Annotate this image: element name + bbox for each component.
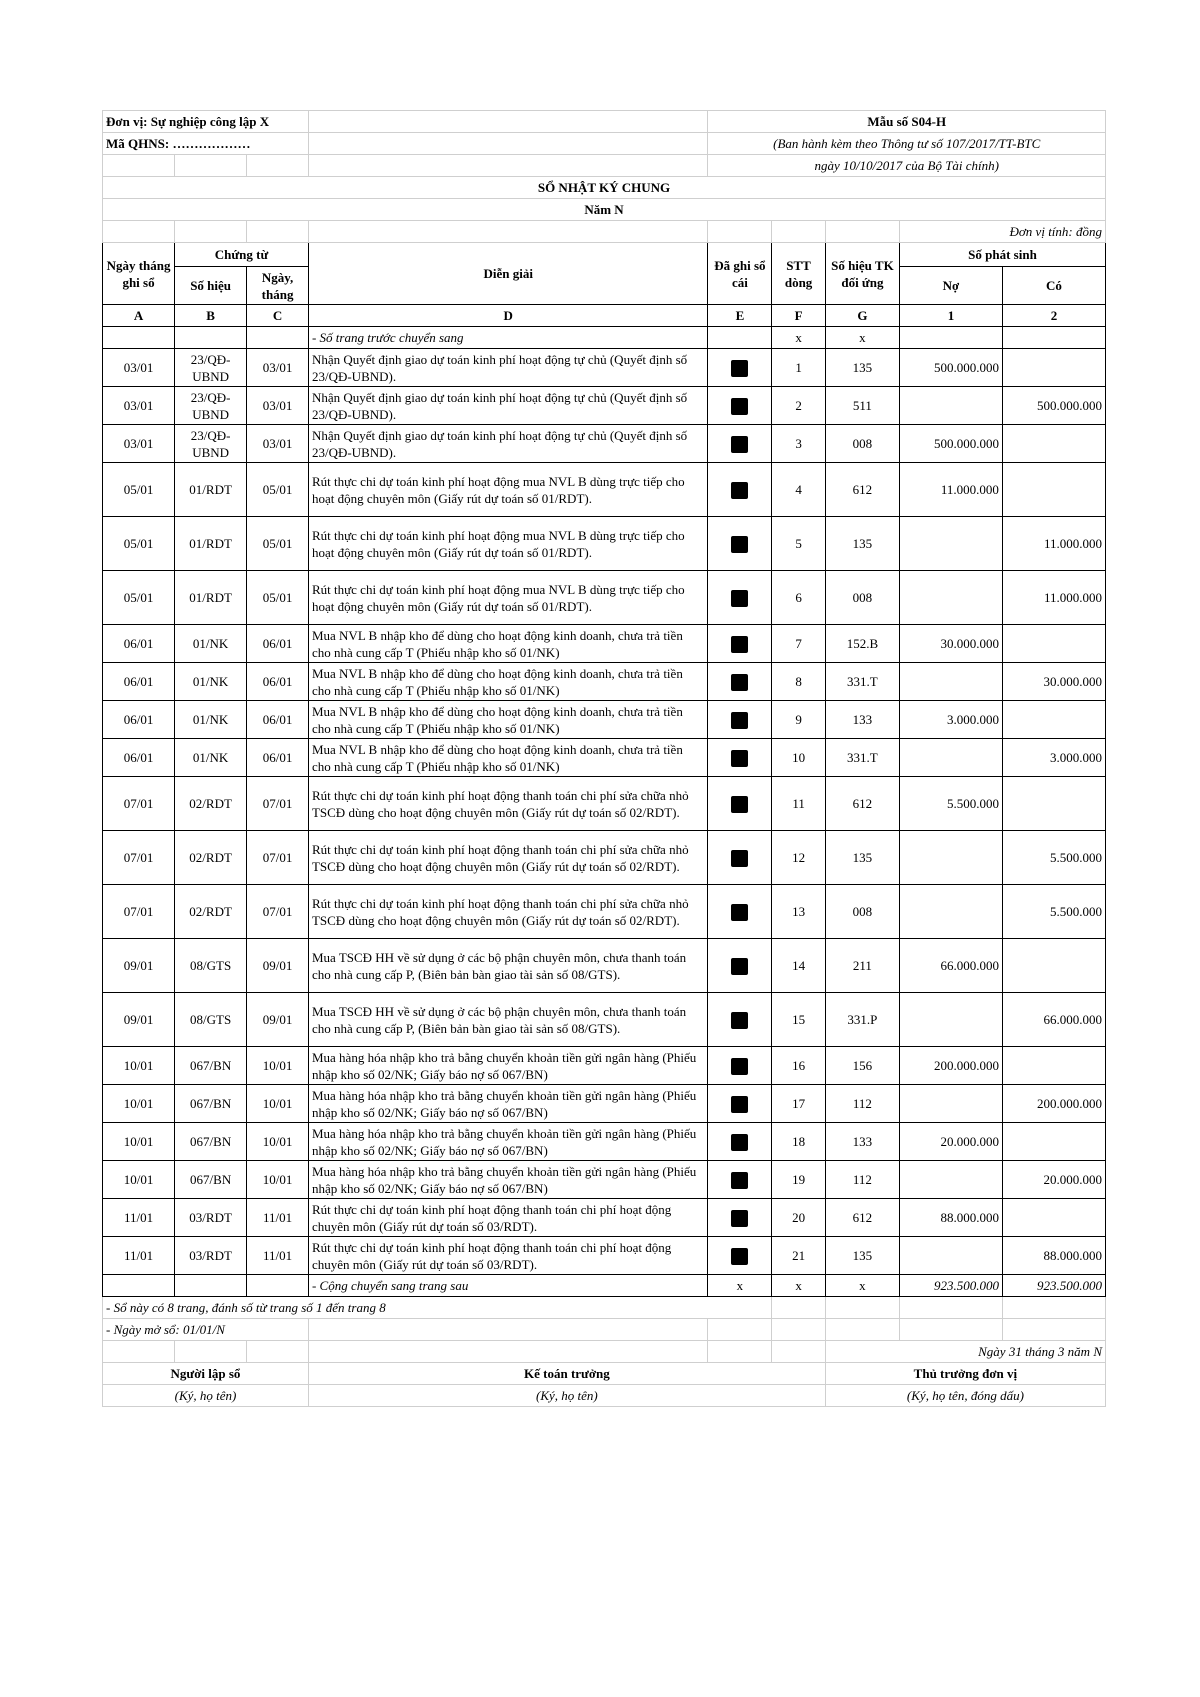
row-posted <box>708 387 772 425</box>
col-voucher-no: Số hiệu <box>175 267 247 305</box>
row-debit <box>899 1085 1002 1123</box>
row-debit: 3.000.000 <box>899 701 1002 739</box>
issued-by-line-2: ngày 10/10/2017 của Bộ Tài chính) <box>708 155 1106 177</box>
column-code: F <box>772 305 826 327</box>
row-date: 05/01 <box>103 517 175 571</box>
posted-checkbox[interactable] <box>731 796 748 813</box>
open-date: - Ngày mở sổ: 01/01/N <box>103 1319 309 1341</box>
row-posted <box>708 1199 772 1237</box>
row-description: Mua hàng hóa nhập kho trả bằng chuyển khoản tiền gửi ngân hàng (Phiếu nhập kho số 02/NK; Giấy báo nợ số 067/BN) <box>308 1161 708 1199</box>
row-voucher-date: 06/01 <box>247 739 309 777</box>
row-voucher-date: 05/01 <box>247 517 309 571</box>
table-row <box>103 939 1106 993</box>
table-row <box>103 425 1106 463</box>
row-debit <box>899 1237 1002 1275</box>
row-description: Rút thực chi dự toán kinh phí hoạt động mua NVL B dùng trực tiếp cho hoạt động chuyên môn (Giấy rút dự toán số 01/RDT). <box>308 463 708 517</box>
carry-out-credit: 923.500.000 <box>1002 1275 1105 1297</box>
currency-unit: Đơn vị tính: đồng <box>899 221 1105 243</box>
row-account: 511 <box>825 387 899 425</box>
row-debit: 30.000.000 <box>899 625 1002 663</box>
carry-out-f: x <box>772 1275 826 1297</box>
row-description: Mua hàng hóa nhập kho trả bằng chuyển khoản tiền gửi ngân hàng (Phiếu nhập kho số 02/NK; Giấy báo nợ số 067/BN) <box>308 1085 708 1123</box>
row-date: 06/01 <box>103 739 175 777</box>
row-description: Rút thực chi dự toán kinh phí hoạt động mua NVL B dùng trực tiếp cho hoạt động chuyên môn (Giấy rút dự toán số 01/RDT). <box>308 517 708 571</box>
row-voucher-date: 09/01 <box>247 939 309 993</box>
row-debit: 88.000.000 <box>899 1199 1002 1237</box>
row-credit <box>1002 1199 1105 1237</box>
row-voucher-no: 01/NK <box>175 663 247 701</box>
row-voucher-date: 06/01 <box>247 701 309 739</box>
row-account: 112 <box>825 1085 899 1123</box>
row-debit: 66.000.000 <box>899 939 1002 993</box>
row-posted <box>708 349 772 387</box>
table-row <box>103 1237 1106 1275</box>
row-description: Rút thực chi dự toán kinh phí hoạt động thanh toán chi phí sửa chữa nhỏ TSCĐ dùng cho hoạt động chuyên môn (Giấy rút dự toán số 02/RDT). <box>308 885 708 939</box>
posted-checkbox[interactable] <box>731 674 748 691</box>
row-description: Nhận Quyết định giao dự toán kinh phí hoạt động tự chủ (Quyết định số 23/QĐ-UBND). <box>308 387 708 425</box>
row-description: Nhận Quyết định giao dự toán kinh phí hoạt động tự chủ (Quyết định số 23/QĐ-UBND). <box>308 349 708 387</box>
table-row <box>103 739 1106 777</box>
row-account: 612 <box>825 777 899 831</box>
row-debit: 500.000.000 <box>899 425 1002 463</box>
row-description: Mua NVL B nhập kho để dùng cho hoạt động kinh doanh, chưa trả tiền cho nhà cung cấp T (Phiếu nhập kho số 01/NK) <box>308 739 708 777</box>
col-date: Ngày tháng ghi sổ <box>103 243 175 305</box>
row-posted <box>708 701 772 739</box>
posted-checkbox[interactable] <box>731 636 748 653</box>
carry-out-label: - Cộng chuyển sang trang sau <box>308 1275 708 1297</box>
row-description: Mua TSCĐ HH về sử dụng ở các bộ phận chuyên môn, chưa thanh toán cho nhà cung cấp P, (Biên bản bàn giao tài sản số 08/GTS). <box>308 993 708 1047</box>
row-line-no: 14 <box>772 939 826 993</box>
row-date: 06/01 <box>103 701 175 739</box>
row-credit <box>1002 463 1105 517</box>
row-line-no: 2 <box>772 387 826 425</box>
table-row <box>103 463 1106 517</box>
row-voucher-date: 07/01 <box>247 885 309 939</box>
row-posted <box>708 463 772 517</box>
chief-accountant-title: Kế toán trưởng <box>308 1363 825 1385</box>
head-title: Thủ trưởng đơn vị <box>825 1363 1105 1385</box>
row-voucher-no: 01/NK <box>175 701 247 739</box>
row-credit: 11.000.000 <box>1002 571 1105 625</box>
row-description: Nhận Quyết định giao dự toán kinh phí hoạt động tự chủ (Quyết định số 23/QĐ-UBND). <box>308 425 708 463</box>
row-date: 07/01 <box>103 885 175 939</box>
preparer-title: Người lập sổ <box>103 1363 309 1385</box>
table-row <box>103 885 1106 939</box>
posted-checkbox[interactable] <box>731 1210 748 1227</box>
row-voucher-date: 06/01 <box>247 663 309 701</box>
table-row <box>103 663 1106 701</box>
table-row <box>103 777 1106 831</box>
carry-in-label: - Số trang trước chuyển sang <box>308 327 708 349</box>
carry-in-g: x <box>825 327 899 349</box>
row-account: 612 <box>825 463 899 517</box>
row-posted <box>708 625 772 663</box>
row-voucher-no: 03/RDT <box>175 1237 247 1275</box>
row-date: 10/01 <box>103 1047 175 1085</box>
preparer-sign: (Ký, họ tên) <box>103 1385 309 1407</box>
posted-checkbox[interactable] <box>731 904 748 921</box>
pages-note: - Sổ này có 8 trang, đánh số từ trang số 1 đến trang 8 <box>103 1297 772 1319</box>
row-posted <box>708 885 772 939</box>
col-posted: Đã ghi sổ cái <box>708 243 772 305</box>
carry-in-f: x <box>772 327 826 349</box>
row-posted <box>708 777 772 831</box>
row-voucher-date: 11/01 <box>247 1237 309 1275</box>
posted-checkbox[interactable] <box>731 1012 748 1029</box>
row-line-no: 9 <box>772 701 826 739</box>
row-description: Mua hàng hóa nhập kho trả bằng chuyển khoản tiền gửi ngân hàng (Phiếu nhập kho số 02/NK; Giấy báo nợ số 067/BN) <box>308 1047 708 1085</box>
row-debit: 20.000.000 <box>899 1123 1002 1161</box>
row-posted <box>708 831 772 885</box>
row-voucher-no: 01/NK <box>175 739 247 777</box>
row-date: 10/01 <box>103 1161 175 1199</box>
row-date: 03/01 <box>103 349 175 387</box>
row-voucher-no: 02/RDT <box>175 831 247 885</box>
row-voucher-no: 01/RDT <box>175 571 247 625</box>
row-credit <box>1002 1047 1105 1085</box>
row-voucher-no: 08/GTS <box>175 939 247 993</box>
row-account: 135 <box>825 349 899 387</box>
row-date: 09/01 <box>103 993 175 1047</box>
row-voucher-date: 10/01 <box>247 1085 309 1123</box>
row-posted <box>708 739 772 777</box>
row-date: 03/01 <box>103 425 175 463</box>
posted-checkbox[interactable] <box>731 436 748 453</box>
row-date: 05/01 <box>103 571 175 625</box>
posted-checkbox[interactable] <box>731 1096 748 1113</box>
row-line-no: 10 <box>772 739 826 777</box>
table-row <box>103 1085 1106 1123</box>
table-row <box>103 1199 1106 1237</box>
row-account: 008 <box>825 885 899 939</box>
journal-sheet <box>102 110 1106 1407</box>
row-voucher-date: 03/01 <box>247 425 309 463</box>
row-line-no: 6 <box>772 571 826 625</box>
row-debit <box>899 739 1002 777</box>
row-line-no: 3 <box>772 425 826 463</box>
row-voucher-no: 23/QĐ-UBND <box>175 387 247 425</box>
row-debit: 200.000.000 <box>899 1047 1002 1085</box>
row-voucher-date: 05/01 <box>247 463 309 517</box>
row-debit <box>899 885 1002 939</box>
row-posted <box>708 1237 772 1275</box>
col-voucher-date: Ngày, tháng <box>247 267 309 305</box>
row-debit: 11.000.000 <box>899 463 1002 517</box>
column-code-row <box>103 305 1106 327</box>
carry-out-e: x <box>708 1275 772 1297</box>
row-voucher-date: 10/01 <box>247 1161 309 1199</box>
row-description: Rút thực chi dự toán kinh phí hoạt động mua NVL B dùng trực tiếp cho hoạt động chuyên môn (Giấy rút dự toán số 01/RDT). <box>308 571 708 625</box>
row-description: Mua NVL B nhập kho để dùng cho hoạt động kinh doanh, chưa trả tiền cho nhà cung cấp T (Phiếu nhập kho số 01/NK) <box>308 663 708 701</box>
table-row <box>103 625 1106 663</box>
row-account: 612 <box>825 1199 899 1237</box>
col-credit: Có <box>1002 267 1105 305</box>
row-credit: 66.000.000 <box>1002 993 1105 1047</box>
chief-accountant-sign: (Ký, họ tên) <box>308 1385 825 1407</box>
row-credit: 3.000.000 <box>1002 739 1105 777</box>
posted-checkbox[interactable] <box>731 482 748 499</box>
row-debit <box>899 1161 1002 1199</box>
posted-checkbox[interactable] <box>731 1248 748 1265</box>
row-date: 06/01 <box>103 625 175 663</box>
row-account: 135 <box>825 1237 899 1275</box>
row-line-no: 4 <box>772 463 826 517</box>
carry-in-row <box>103 327 1106 349</box>
row-posted <box>708 571 772 625</box>
table-row <box>103 387 1106 425</box>
row-account: 008 <box>825 571 899 625</box>
col-account: Số hiệu TK đối ứng <box>825 243 899 305</box>
column-code: 1 <box>899 305 1002 327</box>
row-account: 112 <box>825 1161 899 1199</box>
row-voucher-no: 23/QĐ-UBND <box>175 425 247 463</box>
row-line-no: 5 <box>772 517 826 571</box>
row-voucher-date: 10/01 <box>247 1123 309 1161</box>
row-credit <box>1002 1123 1105 1161</box>
row-date: 10/01 <box>103 1085 175 1123</box>
row-posted <box>708 993 772 1047</box>
row-voucher-date: 03/01 <box>247 387 309 425</box>
row-description: Rút thực chi dự toán kinh phí hoạt động thanh toán chi phí sửa chữa nhỏ TSCĐ dùng cho hoạt động chuyên môn (Giấy rút dự toán số 02/RDT). <box>308 831 708 885</box>
row-voucher-date: 11/01 <box>247 1199 309 1237</box>
row-posted <box>708 939 772 993</box>
table-row <box>103 571 1106 625</box>
row-credit: 5.500.000 <box>1002 831 1105 885</box>
posted-checkbox[interactable] <box>731 536 748 553</box>
row-line-no: 17 <box>772 1085 826 1123</box>
row-account: 156 <box>825 1047 899 1085</box>
row-credit: 20.000.000 <box>1002 1161 1105 1199</box>
row-date: 10/01 <box>103 1123 175 1161</box>
row-debit <box>899 831 1002 885</box>
row-date: 07/01 <box>103 831 175 885</box>
row-description: Rút thực chi dự toán kinh phí hoạt động thanh toán chi phí hoạt động chuyên môn (Giấy rút dự toán số 03/RDT). <box>308 1237 708 1275</box>
col-description: Diễn giải <box>308 243 708 305</box>
row-account: 331.P <box>825 993 899 1047</box>
row-voucher-date: 07/01 <box>247 831 309 885</box>
row-credit <box>1002 777 1105 831</box>
row-posted <box>708 1161 772 1199</box>
posted-checkbox[interactable] <box>731 360 748 377</box>
head-sign: (Ký, họ tên, đóng dấu) <box>825 1385 1105 1407</box>
row-credit: 200.000.000 <box>1002 1085 1105 1123</box>
table-row <box>103 1047 1106 1085</box>
row-account: 133 <box>825 701 899 739</box>
row-credit <box>1002 425 1105 463</box>
row-debit <box>899 663 1002 701</box>
row-debit: 500.000.000 <box>899 349 1002 387</box>
row-voucher-date: 07/01 <box>247 777 309 831</box>
row-account: 331.T <box>825 663 899 701</box>
row-line-no: 16 <box>772 1047 826 1085</box>
table-row <box>103 349 1106 387</box>
row-voucher-date: 10/01 <box>247 1047 309 1085</box>
qhns-code: Mã QHNS: ……………… <box>103 133 309 155</box>
posted-checkbox[interactable] <box>731 958 748 975</box>
row-date: 09/01 <box>103 939 175 993</box>
issued-by-line-1: (Ban hành kèm theo Thông tư số 107/2017/TT-BTC <box>708 133 1106 155</box>
posted-checkbox[interactable] <box>731 1172 748 1189</box>
row-line-no: 1 <box>772 349 826 387</box>
row-voucher-date: 03/01 <box>247 349 309 387</box>
row-description: Mua NVL B nhập kho để dùng cho hoạt động kinh doanh, chưa trả tiền cho nhà cung cấp T (Phiếu nhập kho số 01/NK) <box>308 701 708 739</box>
row-voucher-no: 067/BN <box>175 1047 247 1085</box>
row-date: 11/01 <box>103 1199 175 1237</box>
table-row <box>103 517 1106 571</box>
row-credit <box>1002 701 1105 739</box>
col-voucher: Chứng từ <box>175 243 309 267</box>
row-account: 331.T <box>825 739 899 777</box>
row-posted <box>708 1123 772 1161</box>
row-voucher-no: 01/RDT <box>175 517 247 571</box>
column-code: A <box>103 305 175 327</box>
row-description: Mua hàng hóa nhập kho trả bằng chuyển khoản tiền gửi ngân hàng (Phiếu nhập kho số 02/NK; Giấy báo nợ số 067/BN) <box>308 1123 708 1161</box>
row-posted <box>708 425 772 463</box>
row-voucher-date: 06/01 <box>247 625 309 663</box>
row-voucher-no: 02/RDT <box>175 777 247 831</box>
row-posted <box>708 1047 772 1085</box>
row-debit <box>899 387 1002 425</box>
carry-out-row <box>103 1275 1106 1297</box>
row-date: 07/01 <box>103 777 175 831</box>
unit-name: Đơn vị: Sự nghiệp công lập X <box>103 111 309 133</box>
column-code: E <box>708 305 772 327</box>
col-debit: Nợ <box>899 267 1002 305</box>
carry-out-debit: 923.500.000 <box>899 1275 1002 1297</box>
posted-checkbox[interactable] <box>731 590 748 607</box>
row-voucher-date: 09/01 <box>247 993 309 1047</box>
row-line-no: 21 <box>772 1237 826 1275</box>
row-debit <box>899 993 1002 1047</box>
col-line-no: STT dòng <box>772 243 826 305</box>
row-posted <box>708 1085 772 1123</box>
posted-checkbox[interactable] <box>731 712 748 729</box>
row-line-no: 20 <box>772 1199 826 1237</box>
row-account: 133 <box>825 1123 899 1161</box>
row-account: 211 <box>825 939 899 993</box>
row-line-no: 19 <box>772 1161 826 1199</box>
row-credit <box>1002 625 1105 663</box>
row-line-no: 18 <box>772 1123 826 1161</box>
row-description: Rút thực chi dự toán kinh phí hoạt động thanh toán chi phí hoạt động chuyên môn (Giấy rút dự toán số 03/RDT). <box>308 1199 708 1237</box>
column-code: C <box>247 305 309 327</box>
row-line-no: 7 <box>772 625 826 663</box>
posted-checkbox[interactable] <box>731 850 748 867</box>
row-line-no: 11 <box>772 777 826 831</box>
column-code: G <box>825 305 899 327</box>
column-code: D <box>308 305 708 327</box>
carry-out-g: x <box>825 1275 899 1297</box>
row-voucher-no: 067/BN <box>175 1123 247 1161</box>
row-voucher-no: 01/RDT <box>175 463 247 517</box>
row-credit <box>1002 939 1105 993</box>
row-description: Rút thực chi dự toán kinh phí hoạt động thanh toán chi phí sửa chữa nhỏ TSCĐ dùng cho hoạt động chuyên môn (Giấy rút dự toán số 02/RDT). <box>308 777 708 831</box>
posted-checkbox[interactable] <box>731 398 748 415</box>
col-amount: Số phát sinh <box>899 243 1105 267</box>
row-voucher-no: 067/BN <box>175 1161 247 1199</box>
row-account: 135 <box>825 517 899 571</box>
table-row <box>103 701 1106 739</box>
row-voucher-no: 08/GTS <box>175 993 247 1047</box>
posted-checkbox[interactable] <box>731 1134 748 1151</box>
row-description: Mua TSCĐ HH về sử dụng ở các bộ phận chuyên môn, chưa thanh toán cho nhà cung cấp P, (Biên bản bàn giao tài sản số 08/GTS). <box>308 939 708 993</box>
table-row <box>103 993 1106 1047</box>
row-date: 05/01 <box>103 463 175 517</box>
column-code: B <box>175 305 247 327</box>
row-date: 03/01 <box>103 387 175 425</box>
row-account: 152.B <box>825 625 899 663</box>
column-code: 2 <box>1002 305 1105 327</box>
row-posted <box>708 517 772 571</box>
row-voucher-no: 23/QĐ-UBND <box>175 349 247 387</box>
row-debit <box>899 571 1002 625</box>
table-row <box>103 1123 1106 1161</box>
page-title: SỔ NHẬT KÝ CHUNG <box>103 177 1106 199</box>
form-number: Mẫu số S04-H <box>708 111 1106 133</box>
row-voucher-date: 05/01 <box>247 571 309 625</box>
page-year: Năm N <box>103 199 1106 221</box>
row-credit: 30.000.000 <box>1002 663 1105 701</box>
row-line-no: 12 <box>772 831 826 885</box>
row-credit: 500.000.000 <box>1002 387 1105 425</box>
row-voucher-no: 01/NK <box>175 625 247 663</box>
row-voucher-no: 067/BN <box>175 1085 247 1123</box>
row-line-no: 13 <box>772 885 826 939</box>
row-account: 008 <box>825 425 899 463</box>
row-credit <box>1002 349 1105 387</box>
row-posted <box>708 663 772 701</box>
row-line-no: 15 <box>772 993 826 1047</box>
row-credit: 11.000.000 <box>1002 517 1105 571</box>
row-credit: 5.500.000 <box>1002 885 1105 939</box>
row-date: 11/01 <box>103 1237 175 1275</box>
row-line-no: 8 <box>772 663 826 701</box>
row-debit <box>899 517 1002 571</box>
row-credit: 88.000.000 <box>1002 1237 1105 1275</box>
table-row <box>103 831 1106 885</box>
row-debit: 5.500.000 <box>899 777 1002 831</box>
sign-date: Ngày 31 tháng 3 năm N <box>825 1341 1105 1363</box>
row-voucher-no: 02/RDT <box>175 885 247 939</box>
table-row <box>103 1161 1106 1199</box>
row-date: 06/01 <box>103 663 175 701</box>
row-account: 135 <box>825 831 899 885</box>
journal-table <box>102 110 1106 1407</box>
posted-checkbox[interactable] <box>731 750 748 767</box>
posted-checkbox[interactable] <box>731 1058 748 1075</box>
row-description: Mua NVL B nhập kho để dùng cho hoạt động kinh doanh, chưa trả tiền cho nhà cung cấp T (Phiếu nhập kho số 01/NK) <box>308 625 708 663</box>
row-voucher-no: 03/RDT <box>175 1199 247 1237</box>
